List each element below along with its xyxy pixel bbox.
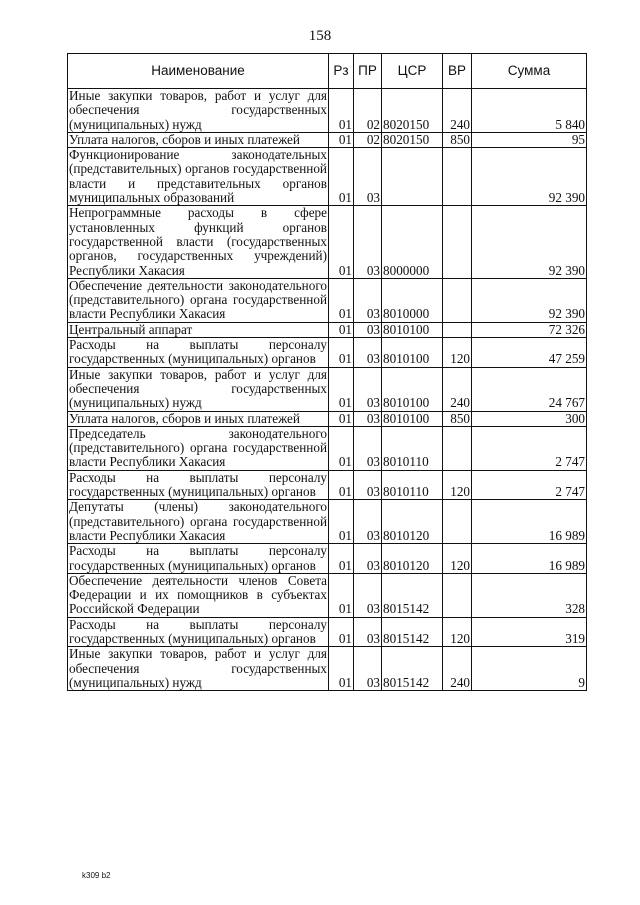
cell-rz: 01 — [329, 148, 354, 206]
cell-rz: 01 — [329, 89, 354, 133]
cell-sum: 72 326 — [472, 322, 587, 337]
cell-rz: 01 — [329, 426, 354, 470]
cell-rz: 01 — [329, 411, 354, 426]
cell-sum: 300 — [472, 411, 587, 426]
cell-name: Непрограммные расходы в сфере установленных функций органов государственной власти (государственных органов, государственных учреждений) Республики Хакасия — [69, 205, 327, 278]
cell-pr: 03 — [354, 470, 382, 500]
table-body — [68, 89, 587, 691]
cell-name: Уплата налогов, сборов и иных платежей — [68, 411, 329, 426]
cell-sum: 9 — [472, 647, 587, 691]
header-name: Наименование — [68, 54, 329, 89]
cell-name: Иные закупки товаров, работ и услуг для обеспечения государственных (муниципальных) нужд — [69, 88, 327, 132]
cell-vr — [443, 278, 472, 322]
cell-csr: 8010100 — [382, 338, 443, 368]
cell-vr: 120 — [443, 544, 472, 574]
table-row — [68, 500, 587, 544]
cell-rz: 01 — [329, 500, 354, 544]
cell-csr — [382, 148, 443, 206]
table-row — [68, 89, 587, 133]
cell-rz: 01 — [329, 470, 354, 500]
cell-pr: 02 — [354, 89, 382, 133]
cell-pr: 03 — [354, 544, 382, 574]
header-pr: ПР — [354, 54, 382, 89]
cell-rz: 01 — [329, 338, 354, 368]
table-row — [68, 617, 587, 647]
header-rz: Рз — [329, 54, 354, 89]
table-row — [68, 322, 587, 337]
cell-vr: 120 — [443, 338, 472, 368]
cell-pr: 03 — [354, 206, 382, 278]
cell-csr: 8010100 — [382, 367, 443, 411]
cell-sum: 2 747 — [472, 426, 587, 470]
cell-name: Обеспечение деятельности законодательного (представительного) органа государственной власти Республики Хакасия — [69, 277, 327, 322]
cell-name: Иные закупки товаров, работ и услуг для обеспечения государственных (муниципальных) нужд — [69, 366, 327, 411]
cell-rz: 01 — [329, 647, 354, 691]
cell-pr: 03 — [354, 367, 382, 411]
table-row — [68, 470, 587, 500]
cell-name: Расходы на выплаты персоналу государственных (муниципальных) органов — [69, 616, 327, 646]
cell-vr — [443, 500, 472, 544]
cell-rz: 01 — [329, 132, 354, 147]
cell-name: Иные закупки товаров, работ и услуг для обеспечения государственных (муниципальных) нужд — [69, 646, 327, 690]
cell-vr: 120 — [443, 470, 472, 500]
cell-csr: 8015142 — [382, 617, 443, 647]
cell-name: Председатель законодательного (представительного) органа государственной власти Республики Хакасия — [69, 425, 327, 470]
cell-rz: 01 — [329, 544, 354, 574]
cell-csr: 8010100 — [382, 322, 443, 337]
cell-vr: 120 — [443, 617, 472, 647]
cell-rz: 01 — [329, 367, 354, 411]
table-row — [68, 411, 587, 426]
cell-name: Расходы на выплаты персоналу государственных (муниципальных) органов — [69, 337, 327, 367]
table-row — [68, 338, 587, 368]
cell-csr: 8000000 — [382, 206, 443, 278]
cell-vr — [443, 426, 472, 470]
cell-sum: 24 767 — [472, 367, 587, 411]
cell-csr: 8015142 — [382, 573, 443, 617]
cell-sum: 95 — [472, 132, 587, 147]
page-number: 158 — [308, 28, 332, 44]
cell-sum: 328 — [472, 573, 587, 617]
cell-pr: 03 — [354, 322, 382, 337]
header-vr: ВР — [443, 54, 472, 89]
cell-name: Расходы на выплаты персоналу государственных (муниципальных) органов — [69, 469, 327, 500]
cell-sum: 319 — [472, 617, 587, 647]
cell-rz: 01 — [329, 206, 354, 278]
table-row — [68, 647, 587, 691]
cell-pr: 03 — [354, 411, 382, 426]
table-header-row — [68, 54, 587, 89]
cell-rz: 01 — [329, 617, 354, 647]
header-csr: ЦСР — [382, 54, 443, 89]
table-row — [68, 206, 587, 278]
cell-vr — [443, 148, 472, 206]
cell-sum: 92 390 — [472, 278, 587, 322]
cell-pr: 03 — [354, 573, 382, 617]
cell-pr: 03 — [354, 617, 382, 647]
cell-vr: 850 — [443, 132, 472, 147]
footer-code: k309 b2 — [82, 871, 111, 880]
budget-table — [67, 53, 587, 691]
cell-csr: 8010120 — [382, 500, 443, 544]
cell-sum: 47 259 — [472, 338, 587, 368]
cell-rz: 01 — [329, 573, 354, 617]
cell-name: Депутаты (члены) законодательного (представительного) органа государственной власти Республики Хакасия — [69, 499, 327, 543]
table-row — [68, 132, 587, 147]
cell-name: Расходы на выплаты персоналу государственных (муниципальных) органов — [69, 543, 327, 573]
cell-sum: 92 390 — [472, 206, 587, 278]
cell-pr: 02 — [354, 132, 382, 147]
cell-csr: 8010110 — [382, 470, 443, 500]
table-row — [68, 367, 587, 411]
cell-vr — [443, 322, 472, 337]
cell-vr — [443, 206, 472, 278]
cell-rz: 01 — [329, 278, 354, 322]
cell-sum: 2 747 — [472, 470, 587, 500]
cell-vr: 240 — [443, 647, 472, 691]
cell-vr: 850 — [443, 411, 472, 426]
table-row — [68, 544, 587, 574]
cell-csr: 8020150 — [382, 89, 443, 133]
cell-pr: 03 — [354, 426, 382, 470]
cell-csr: 8010120 — [382, 544, 443, 574]
cell-csr: 8015142 — [382, 647, 443, 691]
header-sum: Сумма — [472, 54, 587, 89]
cell-name: Обеспечение деятельности членов Совета Федерации и их помощников в субъектах Российской Федерации — [69, 572, 327, 617]
cell-pr: 03 — [354, 647, 382, 691]
cell-csr: 8010000 — [382, 278, 443, 322]
cell-name: Центральный аппарат — [68, 322, 329, 337]
cell-sum: 5 840 — [472, 89, 587, 133]
cell-name: Функционирование законодательных (представительных) органов государственной власти и представительных органов муниципальных образований — [69, 147, 327, 206]
table-row — [68, 426, 587, 470]
cell-pr: 03 — [354, 500, 382, 544]
table-row — [68, 573, 587, 617]
cell-sum: 92 390 — [472, 148, 587, 206]
cell-vr: 240 — [443, 367, 472, 411]
cell-name: Уплата налогов, сборов и иных платежей — [68, 132, 329, 147]
cell-csr: 8020150 — [382, 132, 443, 147]
cell-csr: 8010110 — [382, 426, 443, 470]
cell-vr — [443, 573, 472, 617]
cell-pr: 03 — [354, 338, 382, 368]
table-row — [68, 148, 587, 206]
cell-pr: 03 — [354, 278, 382, 322]
cell-csr: 8010100 — [382, 411, 443, 426]
cell-rz: 01 — [329, 322, 354, 337]
cell-pr: 03 — [354, 148, 382, 206]
cell-sum: 16 989 — [472, 544, 587, 574]
cell-vr: 240 — [443, 89, 472, 133]
cell-sum: 16 989 — [472, 500, 587, 544]
table-row — [68, 278, 587, 322]
